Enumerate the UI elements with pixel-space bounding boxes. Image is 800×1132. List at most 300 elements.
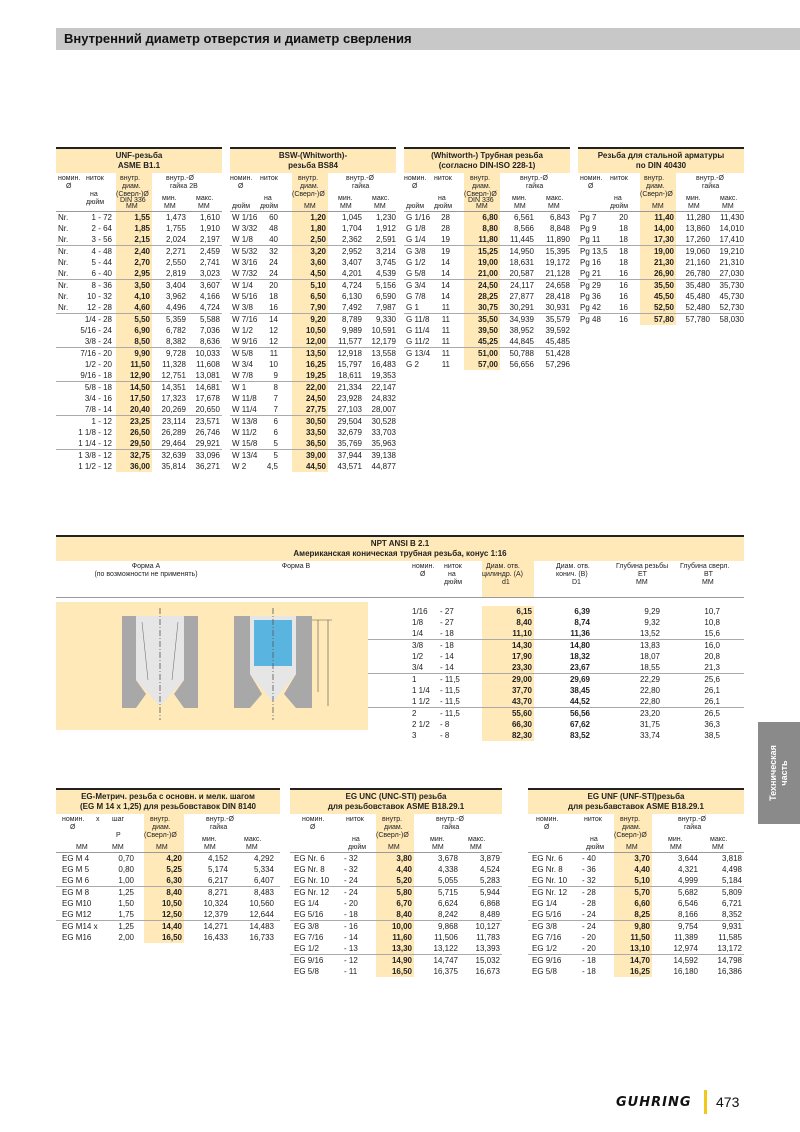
- unf-cell-max: 4,724: [199, 303, 220, 312]
- pipe-cell-min: 30,291: [509, 303, 534, 312]
- unf-cell-size: 5/8 - 18: [84, 383, 112, 392]
- unf-cell-min: 26,289: [161, 428, 186, 437]
- bsw-title: [230, 147, 396, 173]
- bsw-cell-min: 18,611: [338, 371, 362, 380]
- pg-row: [578, 291, 744, 302]
- unf-h-dia: Ø: [66, 183, 72, 190]
- unf-h-per: на: [90, 191, 98, 198]
- unf-cell-min: 20,269: [161, 405, 186, 414]
- pg-h-dia: Ø: [588, 183, 594, 190]
- npt-form-a-label: Форма А: [131, 563, 161, 570]
- pg-cell-max: 21,310: [719, 258, 744, 267]
- unf-cell-drill: 2,70: [134, 258, 150, 267]
- egm-cell-max: 5,334: [253, 865, 274, 874]
- egunc-cell-drill: 3,80: [396, 854, 412, 863]
- unf-cell-size: 1/4 - 28: [84, 315, 112, 324]
- npt-title: [56, 535, 744, 561]
- unf-cell-min: 17,323: [161, 394, 186, 403]
- bsw-cell-min: 2,952: [341, 247, 362, 256]
- npt-cell-con: 8,74: [574, 618, 590, 627]
- egunf-cell-max: 9,931: [721, 922, 742, 931]
- egunc-row: [290, 921, 502, 932]
- unf-cell-max: 23,571: [195, 417, 220, 426]
- pg-cell-min: 17,260: [685, 235, 710, 244]
- bsw-cell-min: 4,724: [341, 281, 362, 290]
- egunc-cell-max: 3,879: [479, 854, 500, 863]
- npt-cell-con: 11,36: [570, 629, 590, 638]
- npt-cell-threads: - 14: [440, 652, 454, 661]
- bsw-cell-threads: 48: [269, 224, 278, 233]
- npt-title-line1: NPT ANSI B 2.1: [370, 539, 430, 548]
- egunf-cell-threads: - 24: [582, 910, 596, 919]
- bsw-h-nut: внутр.-Ø: [346, 175, 374, 182]
- egm-cell-drill: 8,40: [166, 888, 182, 897]
- pipe-cell-size: G 1: [406, 303, 419, 312]
- pg-cell-min: 52,480: [685, 303, 710, 312]
- unf-cell-max: 11,608: [196, 360, 220, 369]
- pipe-cell-threads: 11: [441, 360, 450, 369]
- bsw-h-nom: номин.: [230, 175, 253, 182]
- pipe-cell-size: G 3/8: [406, 247, 426, 256]
- egunf-cell-max: 6,721: [721, 899, 742, 908]
- bsw-cell-threads: 40: [269, 235, 278, 244]
- unf-table: [56, 147, 222, 472]
- pg-cell-size: Pg 42: [580, 303, 601, 312]
- unf-cell-max: 29,921: [195, 439, 220, 448]
- egunf-cell-drill: 5,70: [634, 888, 650, 897]
- unf-cell-min: 11,328: [162, 360, 186, 369]
- pg-row: [578, 246, 744, 257]
- bsw-cell-size: W 7/16: [232, 315, 258, 324]
- egunc-cell-size: EG 5/16: [294, 910, 324, 919]
- egunf-h-diam: диам.: [622, 824, 641, 831]
- pg-h-inner: внутр.: [644, 175, 665, 182]
- egm-cell-pitch: 1,50: [118, 899, 134, 908]
- npt-cell-cyl: 23,30: [511, 663, 532, 672]
- unf-cell-size: 5 - 44: [91, 258, 112, 267]
- npt-cell-size: 2 1/2: [412, 720, 430, 729]
- unf-cell-drill: 26,50: [129, 428, 150, 437]
- npt-cell-et: 13,83: [639, 641, 660, 650]
- npt-cell-size: 1/4: [412, 629, 424, 638]
- pipe-cell-threads: 19: [441, 235, 450, 244]
- bsw-cell-threads: 7: [273, 394, 278, 403]
- egm-cell-min: 8,271: [207, 888, 228, 897]
- egunc-cell-max: 8,489: [479, 910, 500, 919]
- npt-cell-con: 6,39: [574, 607, 590, 616]
- bsw-row: [230, 348, 396, 359]
- pipe-cell-threads: 11: [441, 326, 450, 335]
- pg-cell-threads: 16: [619, 315, 628, 324]
- npt-h-bt2: BT: [704, 571, 713, 578]
- egunf-cell-drill: 5,10: [634, 876, 650, 885]
- egunf-h-mm3: ММ: [712, 844, 724, 851]
- egunf-row: [528, 955, 744, 966]
- bsw-cell-threads: 60: [269, 213, 278, 222]
- pipe-h-din: DIN 336: [468, 197, 494, 204]
- unf-cell-min: 8,382: [165, 337, 186, 346]
- egm-cell-size: EG M12: [62, 910, 92, 919]
- pg-cell-threads: 18: [619, 224, 628, 233]
- bsw-cell-drill: 5,10: [310, 281, 326, 290]
- egm-cell-pitch: 1,00: [118, 876, 134, 885]
- egm-cell-max: 16,733: [249, 933, 274, 942]
- egunf-cell-min: 14,592: [673, 956, 698, 965]
- side-tab-label: [758, 722, 800, 824]
- pipe-row: [404, 246, 570, 257]
- egunc-cell-drill: 4,40: [396, 865, 412, 874]
- npt-cell-et: 9,29: [644, 607, 660, 616]
- unf-cell-min: 1,473: [165, 213, 186, 222]
- pipe-h-inch1: дюйм: [406, 203, 425, 210]
- bsw-cell-max: 39,138: [371, 451, 396, 460]
- egunc-cell-threads: - 13: [344, 944, 358, 953]
- pg-cell-drill: 21,30: [653, 258, 674, 267]
- unf-header: [56, 173, 222, 212]
- pipe-cell-min: 24,117: [510, 281, 534, 290]
- unf-cell-size: 10 - 32: [87, 292, 112, 301]
- egunc-h-diam: диам.: [384, 824, 403, 831]
- unf-h-mm3: ММ: [198, 203, 210, 210]
- egunf-row: [528, 887, 744, 898]
- unf-cell-max: 2,459: [199, 247, 220, 256]
- pipe-cell-drill: 8,80: [482, 224, 498, 233]
- bsw-cell-max: 30,528: [371, 417, 396, 426]
- egm-h-dia: Ø: [70, 824, 76, 831]
- unf-cell-size: 1 3/8 - 12: [78, 451, 112, 460]
- egunc-title: [290, 788, 502, 814]
- unf-cell-size: 3/8 - 24: [84, 337, 112, 346]
- npt-cell-threads: - 11,5: [440, 686, 460, 695]
- bsw-row: [230, 336, 396, 348]
- egm-h-inner: внутр.: [150, 816, 171, 823]
- egunc-row: [290, 875, 502, 887]
- egunc-cell-min: 3,678: [437, 854, 458, 863]
- npt-cell-cyl: 29,00: [511, 675, 532, 684]
- egunf-cell-size: EG Nr. 6: [532, 854, 563, 863]
- egm-h-nut2: гайка: [210, 824, 228, 831]
- egunf-cell-min: 9,754: [677, 922, 698, 931]
- npt-cell-size: 1/2: [412, 652, 424, 661]
- egm-row: [56, 887, 280, 898]
- egunf-cell-min: 8,166: [677, 910, 698, 919]
- pg-cell-min: 57,780: [685, 315, 710, 324]
- bsw-cell-threads: 11: [269, 349, 278, 358]
- npt-cell-cyl: 6,15: [516, 607, 532, 616]
- pipe-cell-max: 45,485: [545, 337, 570, 346]
- pg-h-diam: диам.: [646, 183, 665, 190]
- egunf-row: [528, 966, 744, 977]
- pipe-h-nut2: гайка: [526, 183, 544, 190]
- egunc-cell-drill: 10,00: [391, 922, 412, 931]
- npt-cell-cyl: 14,30: [511, 641, 532, 650]
- bsw-cell-drill: 36,50: [305, 439, 326, 448]
- pipe-h-mm3: ММ: [548, 203, 560, 210]
- pipe-cell-min: 38,952: [509, 326, 534, 335]
- footer-divider: [704, 1090, 707, 1114]
- bsw-row: [230, 404, 396, 416]
- npt-form-a-note: (по возможности не применять): [94, 571, 198, 578]
- pipe-cell-max: 39,592: [545, 326, 570, 335]
- bsw-cell-min: 12,918: [337, 349, 362, 358]
- pg-h-nut2: гайка: [702, 183, 720, 190]
- pg-cell-max: 58,030: [719, 315, 744, 324]
- pipe-rows: [404, 212, 570, 370]
- pipe-cell-drill: 19,00: [477, 258, 498, 267]
- bsw-cell-min: 23,928: [337, 394, 362, 403]
- pipe-cell-drill: 51,00: [477, 349, 498, 358]
- pg-cell-max: 52,730: [719, 303, 744, 312]
- pg-h-nom: номин.: [580, 175, 603, 182]
- egm-header: [56, 814, 280, 853]
- bsw-row: [230, 234, 396, 246]
- npt-cell-bt: 21,3: [704, 663, 720, 672]
- bsw-cell-size: W 1/8: [232, 235, 253, 244]
- npt-cell-bt: 36,3: [704, 720, 720, 729]
- egunc-h-mm2: ММ: [432, 844, 444, 851]
- pg-cell-max: 35,730: [719, 281, 744, 290]
- bsw-cell-size: W 3/8: [232, 303, 253, 312]
- egunc-cell-drill: 6,70: [396, 899, 412, 908]
- unf-cell-size: 1 - 72: [91, 213, 112, 222]
- egm-h-mm2: ММ: [156, 844, 168, 851]
- egunf-cell-max: 5,184: [721, 876, 742, 885]
- egunc-row: [290, 955, 502, 966]
- unf-h-threads: ниток: [86, 175, 104, 182]
- unf-cell-size: 8 - 36: [91, 281, 112, 290]
- egunc-cell-size: EG 3/8: [294, 922, 319, 931]
- egunc-cell-drill: 5,20: [396, 876, 412, 885]
- pg-row: [578, 268, 744, 280]
- unf-cell-size: 1 1/2 - 12: [78, 462, 112, 471]
- egm-cell-size: EG M16: [62, 933, 92, 942]
- egm-h-p: P: [116, 832, 121, 839]
- pg-title: [578, 147, 744, 173]
- egm-cell-size: EG M 5: [62, 865, 90, 874]
- npt-form-a-drawing: [56, 602, 368, 730]
- bsw-row: [230, 393, 396, 404]
- bsw-cell-max: 33,703: [371, 428, 396, 437]
- egunf-cell-threads: - 28: [582, 899, 596, 908]
- pg-row: [578, 257, 744, 268]
- npt-cell-size: 1 1/2: [412, 697, 430, 706]
- bsw-cell-size: W 3/32: [232, 224, 258, 233]
- bsw-cell-drill: 9,20: [310, 315, 326, 324]
- unf-title-line2: ASME B1.1: [117, 161, 161, 170]
- bsw-cell-max: 44,877: [371, 462, 396, 471]
- bsw-cell-threads: 32: [269, 247, 278, 256]
- unf-cell-min: 35,814: [161, 462, 186, 471]
- bsw-cell-drill: 44,50: [305, 462, 326, 471]
- pipe-cell-max: 30,931: [545, 303, 570, 312]
- egm-cell-max: 8,483: [253, 888, 274, 897]
- egunc-row: [290, 943, 502, 955]
- egm-title-line1: EG-Метрич. резьба с основн. и мелк. шагом: [81, 792, 255, 801]
- egm-h-min: мин.: [202, 836, 217, 843]
- egunc-h-per: на: [352, 836, 360, 843]
- npt-cell-et: 22,80: [639, 686, 660, 695]
- egm-cell-pitch: 1,75: [118, 910, 134, 919]
- bsw-cell-min: 4,201: [341, 269, 362, 278]
- npt-cell-et: 13,52: [639, 629, 660, 638]
- egunf-rows: [528, 853, 744, 977]
- pipe-title-line2: (согласно DIN-ISO 228-1): [438, 161, 536, 170]
- bsw-cell-max: 2,591: [375, 235, 396, 244]
- pipe-cell-threads: 14: [441, 258, 450, 267]
- egunc-cell-threads: - 32: [344, 854, 358, 863]
- egunf-cell-threads: - 24: [582, 922, 596, 931]
- egunc-cell-min: 14,747: [433, 956, 458, 965]
- npt-cell-cyl: 55,60: [511, 709, 532, 718]
- egunc-h-max: макс.: [468, 836, 486, 843]
- pipe-row: [404, 314, 570, 325]
- pipe-cell-drill: 21,00: [477, 269, 498, 278]
- bsw-cell-max: 13,558: [371, 349, 396, 358]
- pg-cell-threads: 16: [619, 303, 628, 312]
- form-a-section: [122, 608, 198, 720]
- egunc-cell-min: 16,375: [433, 967, 458, 976]
- egm-cell-size: EG M 6: [62, 876, 90, 885]
- npt-cell-threads: - 14: [440, 663, 454, 672]
- pg-cell-size: Pg 9: [580, 224, 597, 233]
- unf-cell-size: 7/16 - 20: [80, 349, 112, 358]
- npt-cell-size: 2: [412, 709, 417, 718]
- bsw-cell-min: 21,334: [337, 383, 362, 392]
- egm-h-mm0: ММ: [76, 844, 88, 851]
- unf-cell-prefix: Nr.: [58, 235, 69, 244]
- pg-cell-threads: 16: [619, 269, 628, 278]
- npt-cell-et: 31,75: [639, 720, 660, 729]
- egunc-cell-max: 15,032: [475, 956, 500, 965]
- unf-h-inner: внутр.: [120, 175, 141, 182]
- unf-cell-min: 2,271: [165, 247, 186, 256]
- unf-cell-drill: 2,40: [134, 247, 150, 256]
- egunf-h-inch: дюйм: [586, 844, 605, 851]
- pipe-cell-size: G 13/4: [406, 349, 431, 358]
- egunc-cell-max: 4,524: [479, 865, 500, 874]
- pipe-cell-threads: 28: [441, 224, 450, 233]
- page-number: 473: [716, 1094, 740, 1110]
- egunf-cell-drill: 9,80: [634, 922, 650, 931]
- unf-h-max: макс.: [196, 195, 214, 202]
- pipe-row: [404, 291, 570, 302]
- unf-cell-size: 1 1/4 - 12: [78, 439, 112, 448]
- bsw-row: [230, 280, 396, 291]
- bsw-cell-threads: 9: [273, 371, 278, 380]
- pg-title-line1: Резьба для стальной арматуры: [597, 151, 725, 160]
- unf-cell-min: 29,464: [161, 439, 186, 448]
- pipe-row: [404, 302, 570, 314]
- unf-h-mm2: ММ: [164, 203, 176, 210]
- bsw-cell-min: 8,789: [341, 315, 362, 324]
- egm-cell-pitch: 2,00: [118, 933, 134, 942]
- egunc-h-mm3: ММ: [470, 844, 482, 851]
- egunc-cell-drill: 13,30: [391, 944, 412, 953]
- pipe-cell-size: G 3/4: [406, 281, 426, 290]
- egunf-title-line1: EG UNF (UNF-STI)резьба: [587, 792, 685, 801]
- egm-cell-drill: 4,20: [166, 854, 182, 863]
- bsw-cell-threads: 24: [269, 258, 278, 267]
- npt-drawing-panel: [56, 602, 368, 730]
- unf-cell-drill: 3,50: [134, 281, 150, 290]
- bsw-cell-max: 12,179: [371, 337, 396, 346]
- npt-cell-threads: - 11,5: [440, 709, 460, 718]
- unf-row: [56, 336, 222, 348]
- pipe-cell-threads: 14: [441, 281, 450, 290]
- egunc-cell-drill: 16,50: [391, 967, 412, 976]
- egunf-title-line2: для резьбавставок ASME B18.29.1: [568, 802, 704, 811]
- bsw-cell-min: 35,769: [337, 439, 362, 448]
- side-tab-line2: часть: [779, 760, 789, 786]
- bsw-cell-max: 1,230: [375, 213, 396, 222]
- egunc-cell-min: 13,122: [433, 944, 458, 953]
- egunf-cell-threads: - 40: [582, 854, 596, 863]
- pipe-cell-size: G 11/8: [406, 315, 430, 324]
- guhring-logo: GUHRING: [616, 1095, 692, 1110]
- pipe-cell-size: G 7/8: [406, 292, 426, 301]
- egunf-h-max: макс.: [710, 836, 728, 843]
- bsw-row: [230, 314, 396, 325]
- pg-h-mm2: ММ: [688, 203, 700, 210]
- unf-cell-prefix: Nr.: [58, 224, 69, 233]
- npt-h-cyl2: цилиндр. (А): [482, 571, 523, 578]
- pipe-cell-threads: 11: [441, 337, 450, 346]
- egunf-cell-min: 4,999: [677, 876, 698, 885]
- bsw-cell-drill: 1,20: [310, 213, 326, 222]
- egm-cell-max: 10,560: [249, 899, 274, 908]
- pg-cell-drill: 45,50: [653, 292, 674, 301]
- egunf-cell-min: 11,389: [674, 933, 698, 942]
- npt-h-et2: ET: [638, 571, 647, 578]
- egm-row: [56, 864, 280, 875]
- unf-cell-min: 2,550: [165, 258, 186, 267]
- egunc-h-dia: Ø: [310, 824, 316, 831]
- npt-cell-con: 56,56: [569, 709, 590, 718]
- page-title: Внутренний диаметр отверстия и диаметр сверления: [64, 31, 412, 46]
- egunf-cell-min: 12,974: [673, 944, 698, 953]
- unf-cell-drill: 8,50: [134, 337, 150, 346]
- egunf-row: [528, 921, 744, 932]
- unf-cell-prefix: Nr.: [58, 281, 69, 290]
- bsw-cell-drill: 24,50: [305, 394, 326, 403]
- unf-cell-min: 14,351: [161, 383, 186, 392]
- pg-cell-min: 13,860: [685, 224, 710, 233]
- egunc-title-line1: EG UNC (UNC-STI) резьба: [345, 792, 447, 801]
- egm-h-diam: диам.: [152, 824, 171, 831]
- pipe-cell-size: G 2: [406, 360, 419, 369]
- pg-cell-max: 11,430: [720, 213, 744, 222]
- npt-cell-con: 14,80: [569, 641, 590, 650]
- egunf-cell-max: 3,818: [721, 854, 742, 863]
- unf-cell-size: 5/16 - 24: [80, 326, 112, 335]
- unf-cell-drill: 2,15: [134, 235, 150, 244]
- bsw-row: [230, 268, 396, 280]
- npt-row: [56, 730, 744, 741]
- bsw-cell-min: 3,407: [341, 258, 362, 267]
- egm-cell-max: 14,483: [249, 922, 274, 931]
- npt-cell-size: 3: [412, 731, 417, 740]
- egunc-h-inch: дюйм: [348, 844, 367, 851]
- unf-row: [56, 223, 222, 234]
- unf-row: [56, 370, 222, 382]
- pipe-cell-min: 20,587: [509, 269, 534, 278]
- pipe-row: [404, 257, 570, 268]
- npt-h-per: на: [448, 571, 456, 578]
- egunc-cell-drill: 8,40: [396, 910, 412, 919]
- unf-cell-prefix: Nr.: [58, 258, 69, 267]
- section-side-tab[interactable]: [758, 722, 800, 824]
- egm-title-line2: (EG M 14 x 1,25) для резьбовставок DIN 8140: [80, 802, 256, 811]
